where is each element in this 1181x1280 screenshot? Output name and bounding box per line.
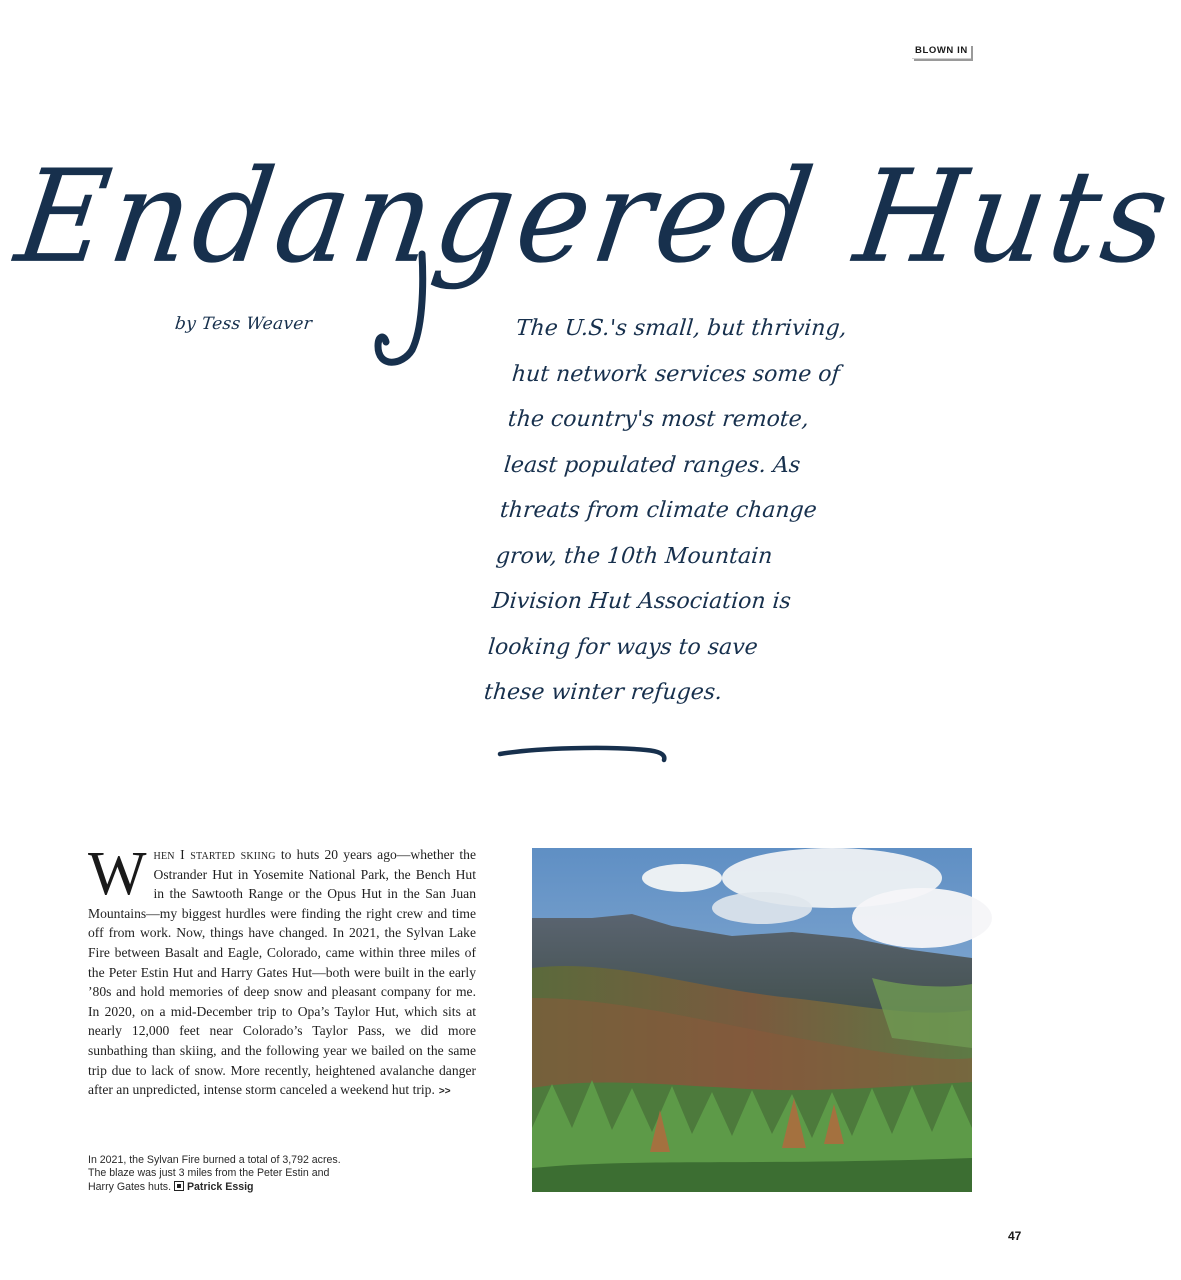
camera-icon — [174, 1181, 184, 1191]
dek-line: The U.S.'s small, but thriving, — [514, 316, 848, 341]
dek-divider-stroke — [496, 742, 672, 768]
byline: by Tess Weaver — [173, 314, 314, 334]
body-paragraph — [88, 840, 476, 1102]
section-tag: BLOWN IN — [912, 44, 971, 59]
photo-caption — [88, 1154, 358, 1194]
drop-cap: W — [88, 840, 147, 908]
dek-line: looking for ways to save — [486, 634, 759, 660]
dek-line: Division Hut Association is — [490, 589, 793, 614]
dek-line: least populated ranges. As — [502, 452, 802, 478]
dek-line: the country's most remote, — [506, 407, 810, 432]
photo-credit: Patrick Essig — [186, 1181, 254, 1193]
page-number: 47 — [1008, 1229, 1022, 1243]
dek-line: hut network services some of — [510, 361, 841, 387]
wildfire-forest-photo — [532, 848, 972, 1192]
dek — [482, 306, 878, 716]
body-text: to huts 20 years ago—whether the Ostrander Hut in Yosemite National Park, the Bench Hut in the Sawtooth Range or the Opus Hut in the San Juan Mountains—my biggest hurdles were finding the right crew and time off from work. Now, things have changed. In 2021, the Sylvan Lake Fire between Basalt and Eagle, Colorado, came within three miles of the Peter Estin Hut and Harry Gates Hut—both were built in the early ’80s and hold memories of deep snow and pleasant company for me. In 2020, on a mid-December trip to Opa’s Taylor Hut, which sits at nearly 12,000 feet near Colorado’s Taylor Pass, we did more sunbathing than skiing, and the following year we bailed on the same trip due to lack of snow. More recently, heightened avalanche danger after an unpredicted, intense storm canceled a weekend hut trip. — [88, 847, 476, 1098]
continue-marker[interactable]: >> — [438, 1086, 451, 1098]
lead-in: hen I started skiing — [153, 847, 276, 862]
dek-line: grow, the 10th Mountain — [494, 543, 774, 569]
title-flourish — [372, 250, 432, 368]
dek-line: these winter refuges. — [483, 680, 724, 705]
dek-line: threats from climate change — [498, 498, 818, 523]
article-title: Endangered Huts — [8, 142, 1181, 292]
caption-text: In 2021, the Sylvan Fire burned a total of 3,792 acres. The blaze was just 3 miles from the Peter Estin and Harry Gates huts. — [88, 1154, 341, 1193]
